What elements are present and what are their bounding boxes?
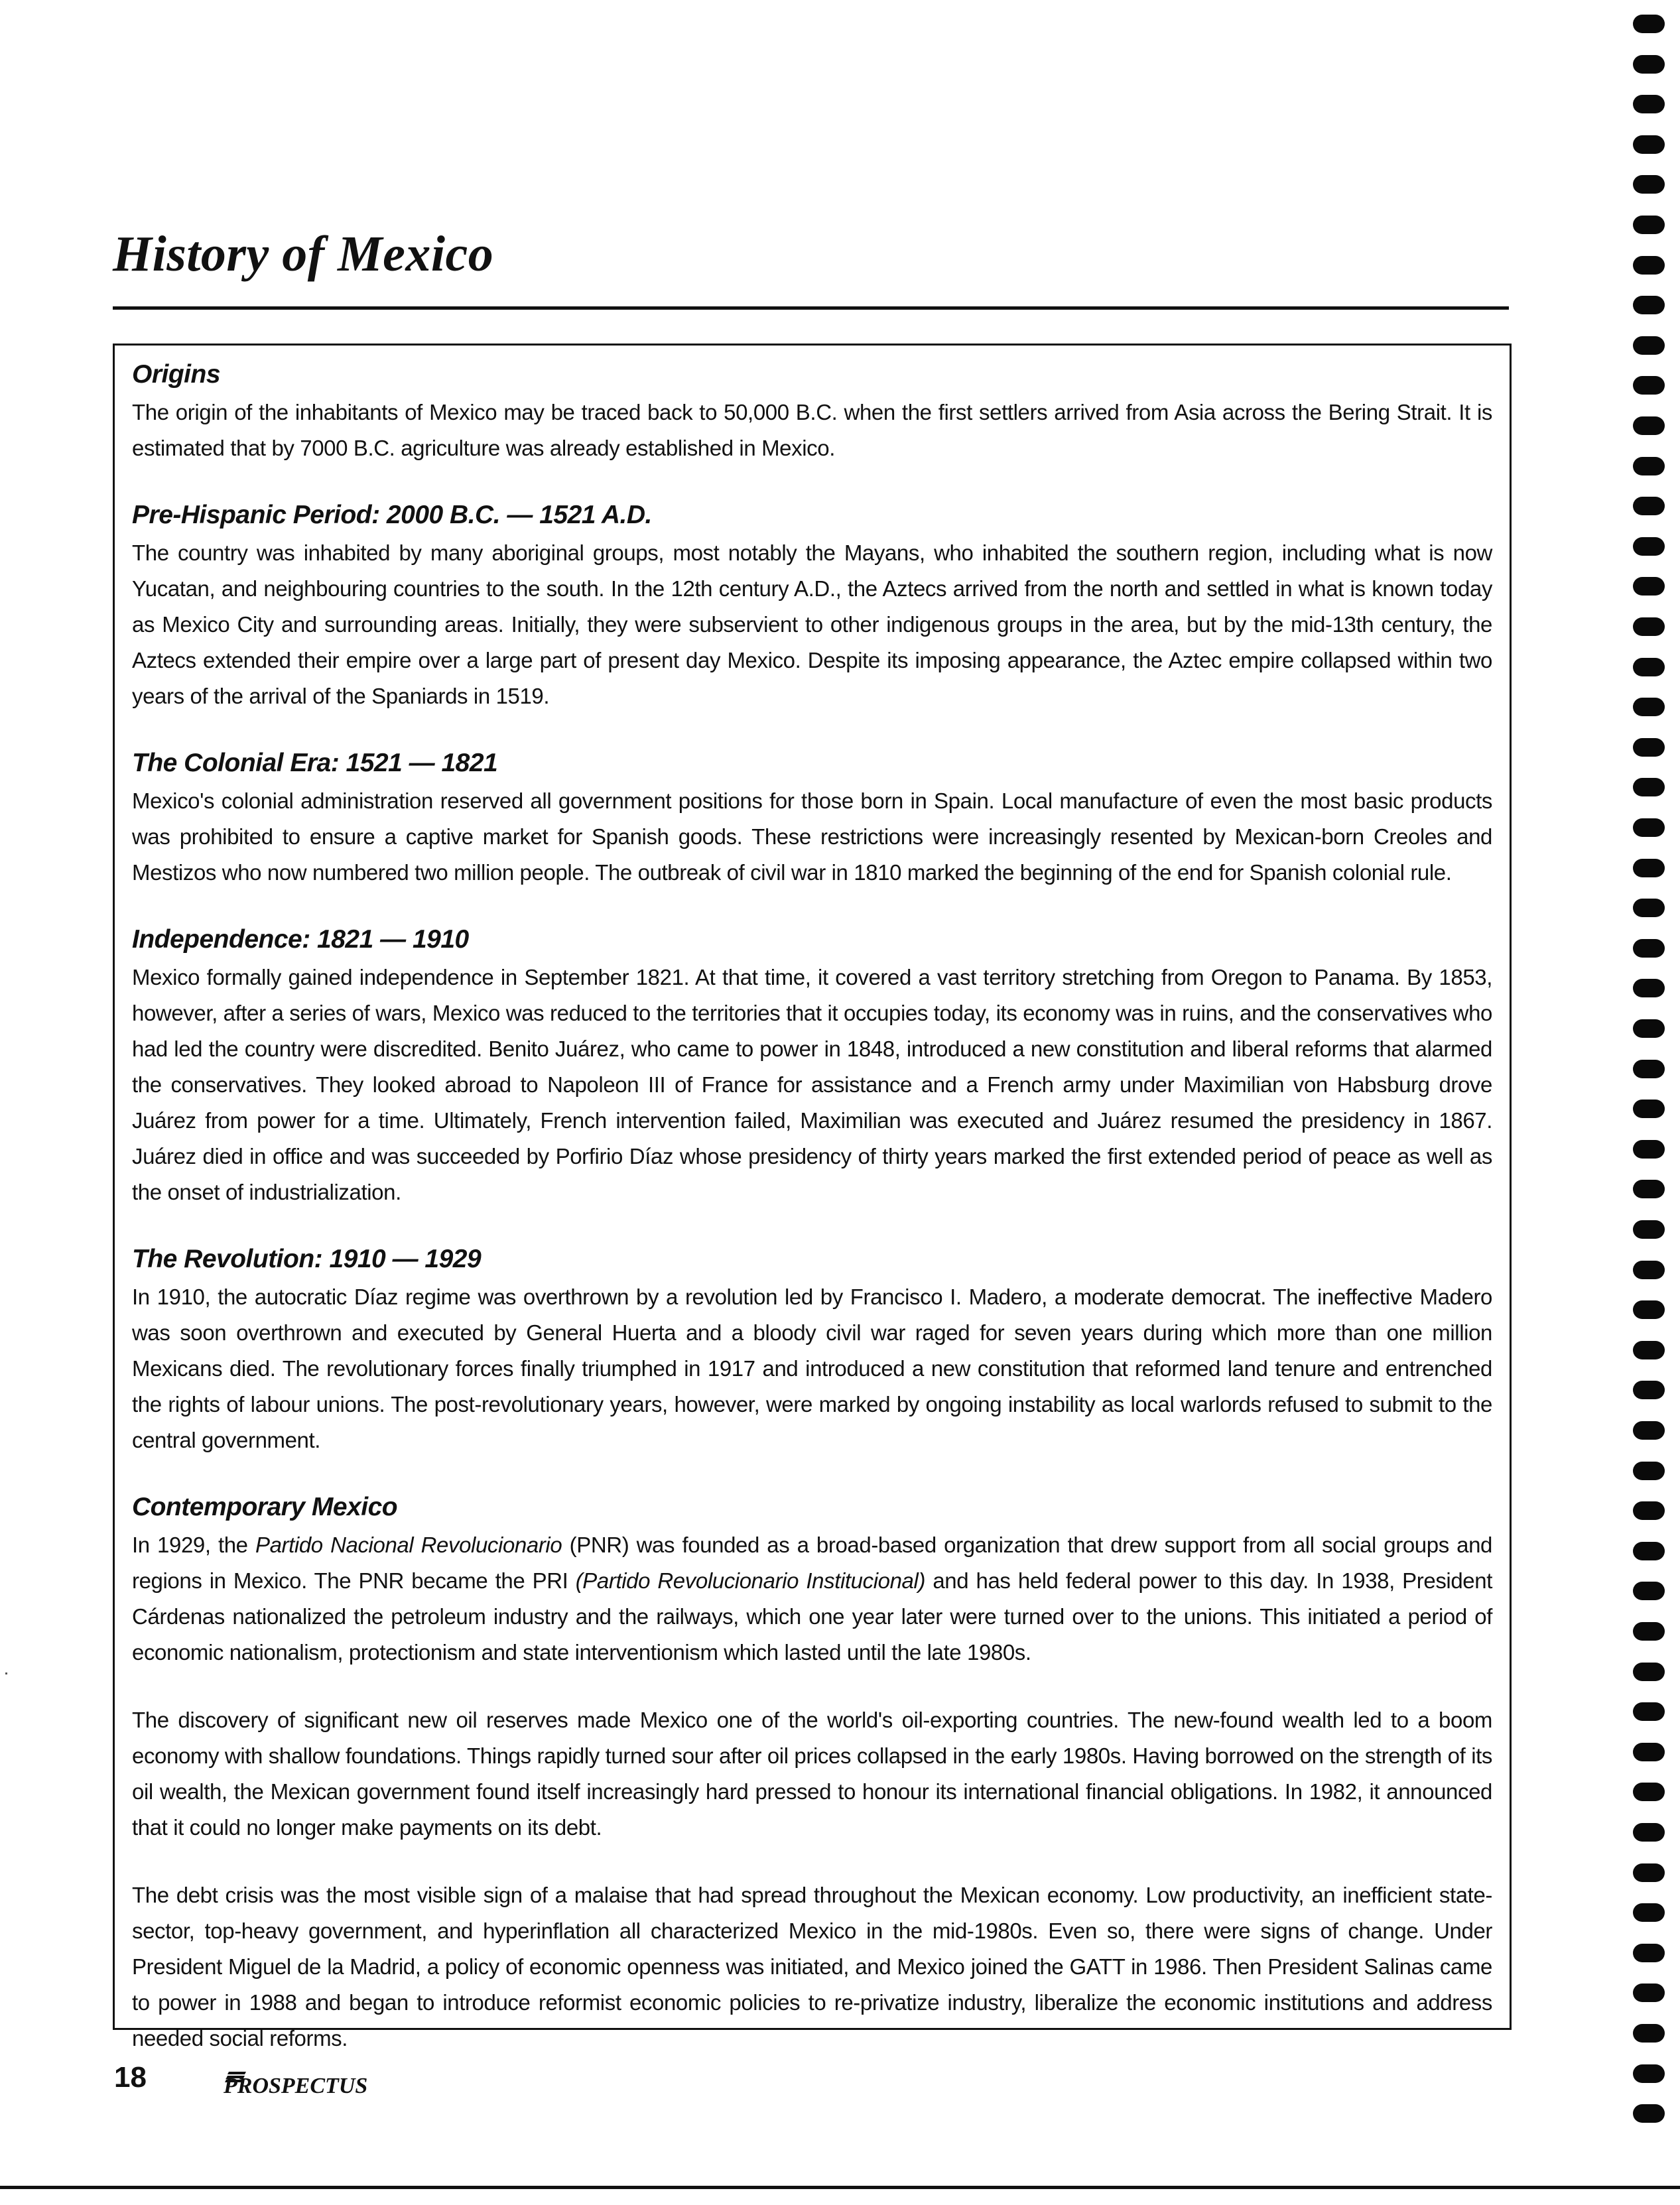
section-heading: Origins <box>132 360 221 389</box>
italic-term: Partido Nacional Revolucionario <box>255 1533 562 1557</box>
section-paragraph <box>132 960 1492 1210</box>
binding-hole-icon <box>1633 1743 1665 1761</box>
binding-hole-icon <box>1633 899 1665 917</box>
section-spacer <box>132 1210 1492 1242</box>
binding-hole-icon <box>1633 376 1665 395</box>
binding-hole-icon <box>1633 617 1665 636</box>
binding-hole-icon <box>1633 537 1665 556</box>
italic-term: (Partido Revolucionario Institucional) <box>575 1568 926 1593</box>
binding-hole-icon <box>1633 216 1665 234</box>
paragraph-text: In 1910, the autocratic Díaz regime was overthrown by a revolution led by Francisco I. Madero, a moderate democrat. The ineffective Madero was soon overthrown and executed by General Huerta and a bloody civil war raged for seven years during which more than one million Mexicans died. The revolutionary forces finally triumphed in 1917 and introduced a new constitution that reformed land tenure and entrenched the rights of labour unions. The post-revolutionary years, however, were marked by ongoing instability as local warlords refused to submit to the central government. <box>132 1285 1492 1452</box>
title-divider <box>113 306 1509 310</box>
binding-hole-icon <box>1633 1501 1665 1520</box>
binding-hole-icon <box>1633 2064 1665 2083</box>
binding-hole-icon <box>1633 296 1665 314</box>
binding-hole-icon <box>1633 1783 1665 1801</box>
paragraph-text: The origin of the inhabitants of Mexico may be traced back to 50,000 B.C. when the first settlers arrived from Asia across the Bering Strait. It is estimated that by 7000 B.C. agriculture was already established in Mexico. <box>132 400 1492 460</box>
binding-hole-icon <box>1633 1984 1665 2002</box>
section-spacer <box>132 466 1492 498</box>
section-spacer <box>132 714 1492 746</box>
binding-hole-icon <box>1633 577 1665 596</box>
section-paragraph <box>132 395 1492 466</box>
binding-hole-icon <box>1633 1060 1665 1078</box>
binding-hole-icon <box>1633 497 1665 515</box>
history-section <box>132 498 1492 714</box>
binding-hole-icon <box>1633 1019 1665 1038</box>
section-heading: The Revolution: 1910 — 1929 <box>132 1245 482 1273</box>
paragraph-text: The debt crisis was the most visible sign of a malaise that had spread throughout the Mexican economy. Low productivity, an inefficient state-sector, top-heavy government, and hyperinflation all characterized Mexico in the mid-1980s. Even so, there were signs of change. Under President Miguel de la Madrid, a policy of economic openness was initiated, and Mexico joined the GATT in 1986. Then President Salinas came to power in 1988 and began to introduce reformist economic policies to re-privatize industry, liberalize the economic institutions and address needed social reforms. <box>132 1883 1492 2050</box>
history-section <box>132 1490 1492 2056</box>
section-spacer <box>132 891 1492 922</box>
binding-hole-icon <box>1633 256 1665 275</box>
sections-container <box>132 357 1492 2056</box>
history-section <box>132 922 1492 1210</box>
binding-hole-icon <box>1633 1863 1665 1882</box>
binding-hole-icon <box>1633 1300 1665 1319</box>
binding-hole-icon <box>1633 15 1665 33</box>
binding-hole-icon <box>1633 1622 1665 1641</box>
page-number: 18 <box>114 2061 147 2094</box>
binding-hole-icon <box>1633 175 1665 194</box>
bottom-edge-rule <box>0 2186 1680 2189</box>
binding-hole-icon <box>1633 1421 1665 1440</box>
section-paragraph <box>132 1702 1492 1846</box>
binding-hole-icon <box>1633 1542 1665 1560</box>
section-spacer <box>132 1458 1492 1490</box>
binding-hole-icon <box>1633 1903 1665 1922</box>
binding-hole-icon <box>1633 416 1665 435</box>
prospectus-logo-icon <box>217 2062 389 2098</box>
binding-hole-icon <box>1633 859 1665 877</box>
binding-hole-icon <box>1633 1100 1665 1118</box>
section-paragraph <box>132 1877 1492 2056</box>
binding-hole-icon <box>1633 1702 1665 1721</box>
paragraph-text: and has held federal power to this day. In 1938, President Cárdenas nationalized the petroleum industry and the railways, which one year later were turned over to the unions. This initiated a period of economic nationalism, protectionism and state interventionism which lasted until the late 1980s. <box>132 1568 1492 1665</box>
binding-hole-icon <box>1633 778 1665 796</box>
binding-hole-icon <box>1633 818 1665 837</box>
binding-hole-icon <box>1633 1462 1665 1480</box>
binding-hole-icon <box>1633 1140 1665 1159</box>
binding-hole-icon <box>1633 1823 1665 1842</box>
section-paragraph <box>132 783 1492 891</box>
history-content-box <box>113 344 1512 2050</box>
binding-hole-icon <box>1633 1663 1665 1681</box>
binding-hole-icon <box>1633 135 1665 154</box>
binding-hole-icon <box>1633 55 1665 74</box>
binding-hole-icon <box>1633 2104 1665 2123</box>
section-paragraph <box>132 535 1492 714</box>
paragraph-text: The discovery of significant new oil reserves made Mexico one of the world's oil-exporting countries. The new-found wealth led to a boom economy with shallow foundations. Things rapidly turned sour after oil prices collapsed in the early 1980s. Having borrowed on the strength of its oil wealth, the Mexican government found itself increasingly hard pressed to honour its international financial obligations. In 1982, it announced that it could no longer make payments on its debt. <box>132 1708 1492 1840</box>
page-title: History of Mexico <box>113 226 494 282</box>
binding-hole-icon <box>1633 1180 1665 1198</box>
binding-hole-icon <box>1633 1220 1665 1239</box>
binding-hole-icon <box>1633 2024 1665 2043</box>
logo-text: PROSPECTUS <box>224 2074 368 2098</box>
paragraph-text: Mexico formally gained independence in September 1821. At that time, it covered a vast territory stretching from Oregon to Panama. By 1853, however, after a series of wars, Mexico was reduced to the territories that it occupies today, its economy was in ruins, and the conservatives who had led the country were discredited. Benito Juárez, who came to power in 1848, introduced a new constitution and liberal reforms that alarmed the conservatives. They looked abroad to Napoleon III of France for assistance and a French army under Maximilian von Habsburg drove Juárez from power for a time. Ultimately, French intervention failed, Maximilian was executed and Juárez resumed the presidency in 1867. Juárez died in office and was succeeded by Porfirio Díaz whose presidency of thirty years marked the first extended period of peace as well as the onset of industrialization. <box>132 965 1492 1204</box>
scan-speck <box>5 1672 7 1674</box>
paragraph-text: The country was inhabited by many aboriginal groups, most notably the Mayans, who inhabited the southern region, including what is now Yucatan, and neighbouring countries to the south. In the 12th century A.D., the Aztecs arrived from the north and settled in what is known today as Mexico City and surrounding areas. Initially, they were subservient to other indigenous groups in the area, but by the mid-13th century, the Aztecs extended their empire over a large part of present day Mexico. Despite its imposing appearance, the Aztec empire collapsed within two years of the arrival of the Spaniards in 1519. <box>132 540 1492 708</box>
section-paragraph <box>132 1527 1492 1670</box>
binding-hole-icon <box>1633 939 1665 958</box>
history-section <box>132 746 1492 891</box>
binding-hole-icon <box>1633 1381 1665 1399</box>
section-heading: Independence: 1821 — 1910 <box>132 925 469 954</box>
binding-hole-icon <box>1633 1341 1665 1359</box>
binding-hole-icon <box>1633 336 1665 355</box>
binding-hole-icon <box>1633 698 1665 716</box>
section-paragraph <box>132 1279 1492 1458</box>
binding-hole-icon <box>1633 738 1665 757</box>
history-section <box>132 357 1492 466</box>
binding-hole-icon <box>1633 1582 1665 1600</box>
paragraph-text: In 1929, the <box>132 1533 255 1557</box>
binding-hole-icon <box>1633 1261 1665 1279</box>
binding-hole-icon <box>1633 1944 1665 1962</box>
section-heading: Pre-Hispanic Period: 2000 B.C. — 1521 A.D. <box>132 501 652 529</box>
history-section <box>132 1242 1492 1458</box>
paragraph-text: Mexico's colonial administration reserved all government positions for those born in Spain. Local manufacture of even the most basic products was prohibited to ensure a captive market for Spanish goods. These restrictions were increasingly resented by Mexican-born Creoles and Mestizos who now numbered two million people. The outbreak of civil war in 1810 marked the beginning of the end for Spanish colonial rule. <box>132 788 1492 885</box>
section-heading: The Colonial Era: 1521 — 1821 <box>132 749 498 777</box>
binding-hole-icon <box>1633 979 1665 997</box>
binding-hole-icon <box>1633 457 1665 475</box>
binding-hole-icon <box>1633 95 1665 113</box>
paragraph-text: (PNR) was founded as a broad-based organization that drew support from all social groups and regions in Mexico. The PNR became the PRI <box>132 1533 1492 1593</box>
section-heading: Contemporary Mexico <box>132 1493 398 1521</box>
spiral-binding <box>1633 0 1670 2205</box>
binding-hole-icon <box>1633 658 1665 676</box>
